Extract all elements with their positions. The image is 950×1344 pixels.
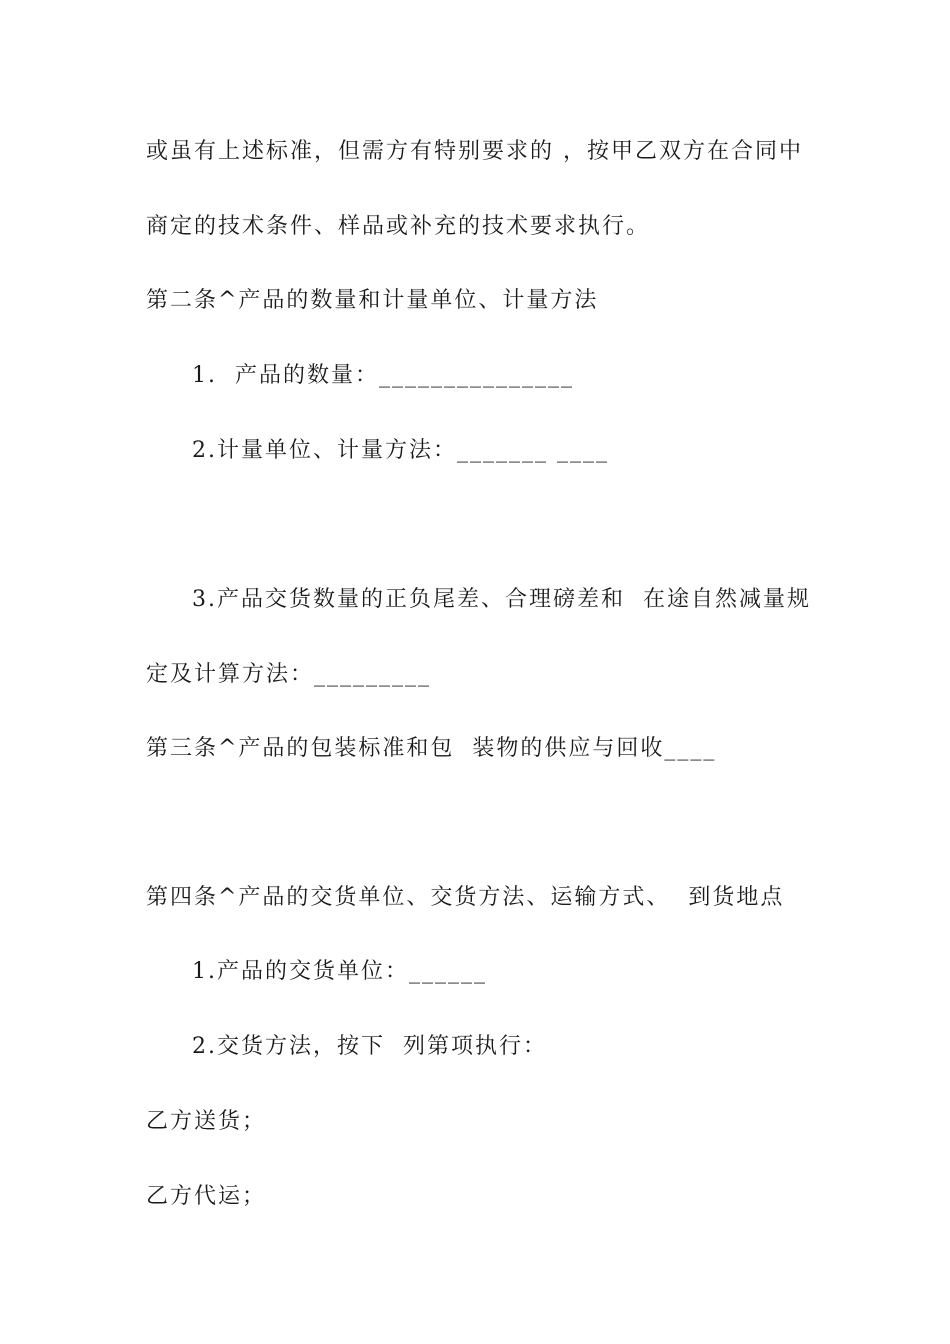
paragraph-line: 商定的技术条件、样品或补充的技术要求执行。 xyxy=(146,214,651,239)
paragraph-line: 乙方送货； xyxy=(146,1109,267,1134)
paragraph-line: 定及计算方法：_________ xyxy=(146,662,432,687)
list-item: 2.计量单位、计量方法：_______ ____ xyxy=(192,438,609,463)
list-item: 3.产品交货数量的正负尾差、合理磅差和 在途自然减量规 xyxy=(192,587,811,612)
paragraph-line: 或虽有上述标准，但需方有特别要求的 ，按甲乙双方在合同中 xyxy=(146,139,803,164)
paragraph-line: 乙方代运； xyxy=(146,1184,267,1209)
list-item: 1. 产品的数量：_______________ xyxy=(192,363,574,388)
article-heading: 第四条^产品的交货单位、交货方法、运输方式、 到货地点 xyxy=(146,885,785,910)
article-heading: 第二条^产品的数量和计量单位、计量方法 xyxy=(146,288,599,313)
list-item: 1.产品的交货单位：______ xyxy=(192,959,487,984)
list-item: 2.交货方法，按下 列第项执行： xyxy=(192,1034,547,1059)
article-heading: 第三条^产品的包装标准和包 装物的供应与回收____ xyxy=(146,736,717,761)
